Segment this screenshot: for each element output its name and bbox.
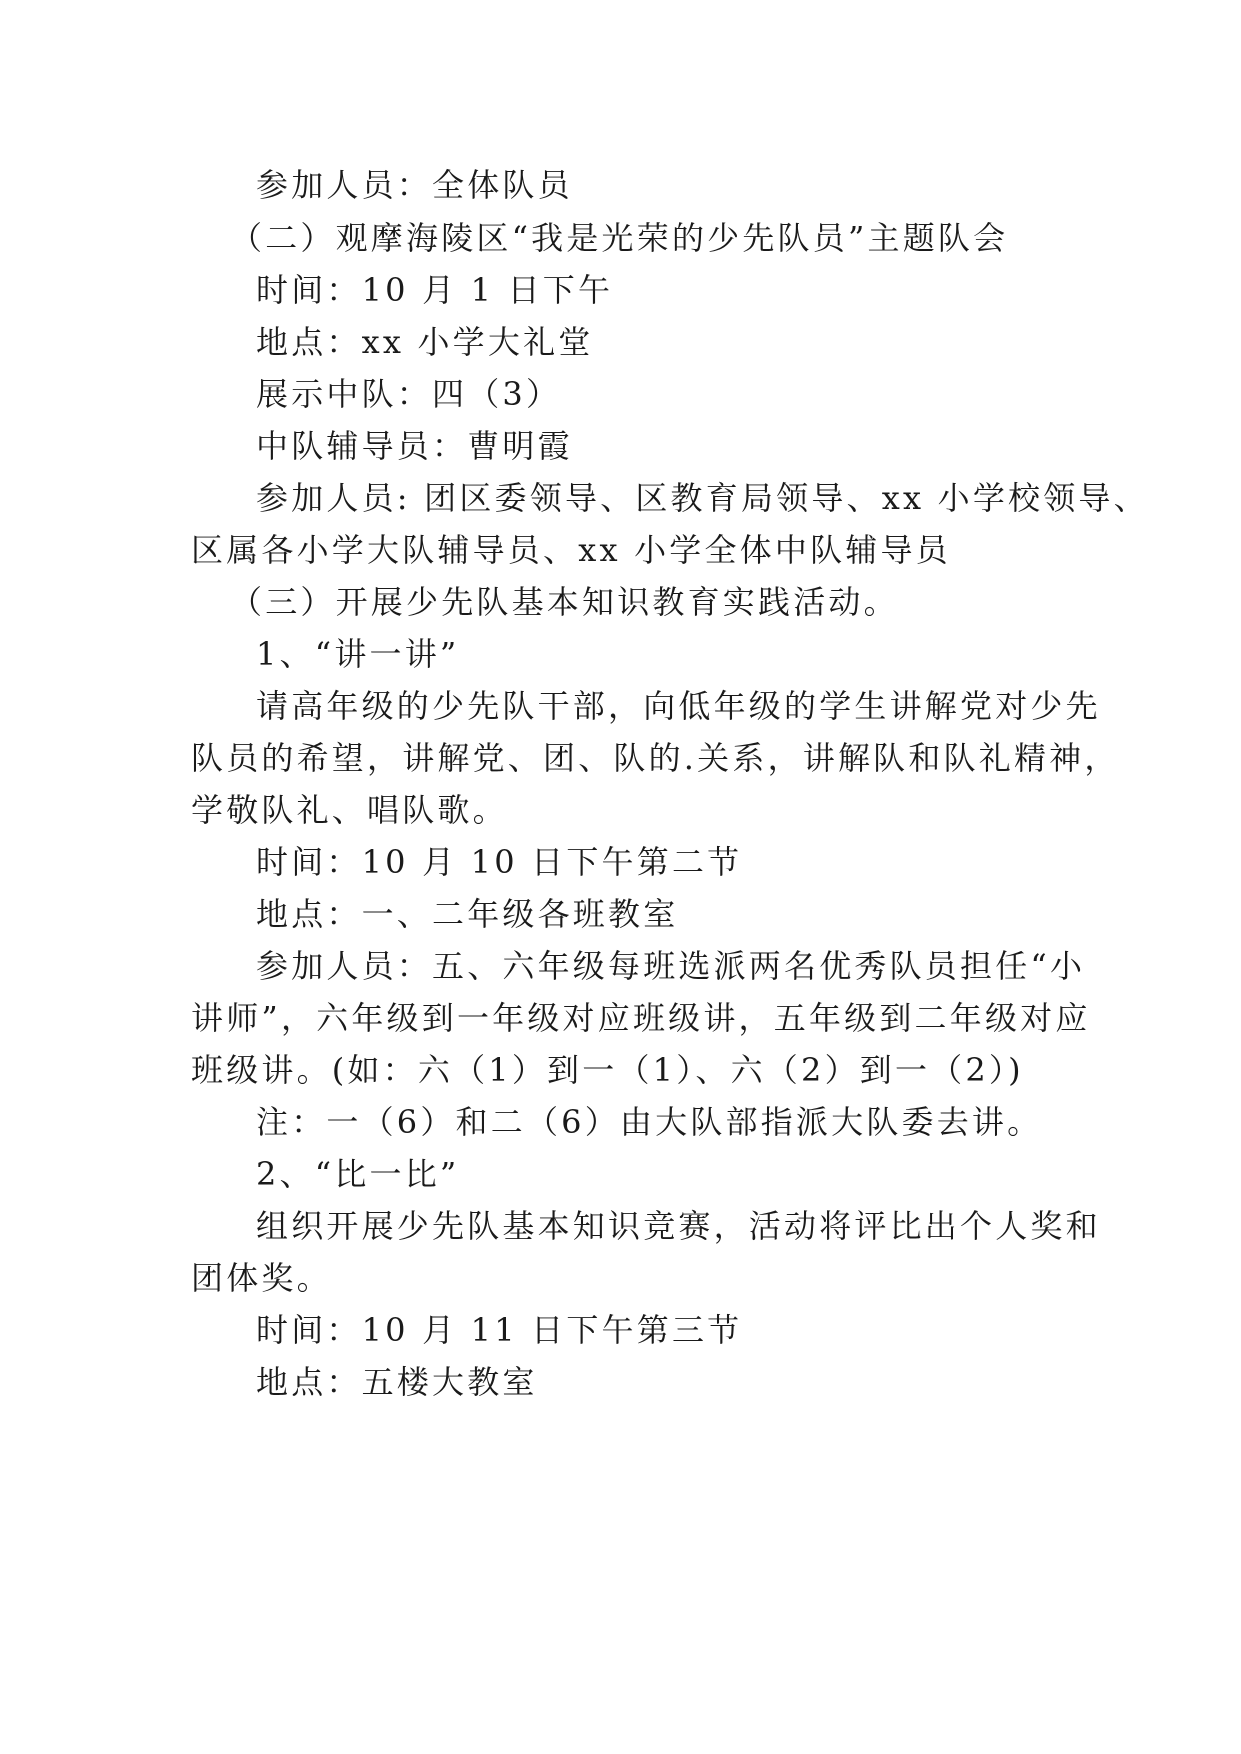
paragraph-line: 讲师”，六年级到一年级对应班级讲，五年级到二年级对应 (191, 999, 1091, 1037)
paragraph-line: 展示中队：四（3） (256, 375, 562, 413)
paragraph-line: 参加人员：全体队员 (256, 166, 573, 204)
section-heading: （三）开展少先队基本知识教育实践活动。 (230, 583, 899, 621)
paragraph-line: 队员的希望，讲解党、团、队的.关系，讲解队和队礼精神， (191, 739, 1120, 777)
paragraph-line: 时间：10 月 11 日下午第三节 (256, 1311, 743, 1349)
paragraph-line: 时间：10 月 1 日下午 (256, 271, 614, 309)
paragraph-line: 班级讲。(如：六（1）到一（1）、六（2）到一（2）) (191, 1051, 1024, 1089)
paragraph-line: 时间：10 月 10 日下午第二节 (256, 843, 743, 881)
section-heading: （二）观摩海陵区“我是光荣的少先队员”主题队会 (230, 219, 1009, 257)
paragraph-line: 学敬队礼、唱队歌。 (191, 791, 508, 829)
paragraph-line: 地点：xx 小学大礼堂 (256, 323, 594, 361)
paragraph-line: 参加人员: 团区委领导、区教育局领导、xx 小学校领导、 (256, 479, 1149, 517)
paragraph-line: 团体奖。 (191, 1259, 332, 1297)
paragraph-line: 地点：五楼大教室 (256, 1363, 538, 1401)
subsection-heading: 1、“讲一讲” (256, 635, 460, 673)
paragraph-line: 组织开展少先队基本知识竞赛，活动将评比出个人奖和 (256, 1207, 1101, 1245)
paragraph-line: 参加人员：五、六年级每班选派两名优秀队员担任“小 (256, 947, 1086, 985)
note-line: 注：一（6）和二（6）由大队部指派大队委去讲。 (256, 1103, 1043, 1141)
paragraph-line: 中队辅导员：曹明霞 (256, 427, 573, 465)
paragraph-line: 请高年级的少先队干部，向低年级的学生讲解党对少先 (256, 687, 1101, 725)
paragraph-line: 地点：一、二年级各班教室 (256, 895, 679, 933)
paragraph-line: 区属各小学大队辅导员、xx 小学全体中队辅导员 (191, 531, 951, 569)
subsection-heading: 2、“比一比” (256, 1155, 460, 1193)
